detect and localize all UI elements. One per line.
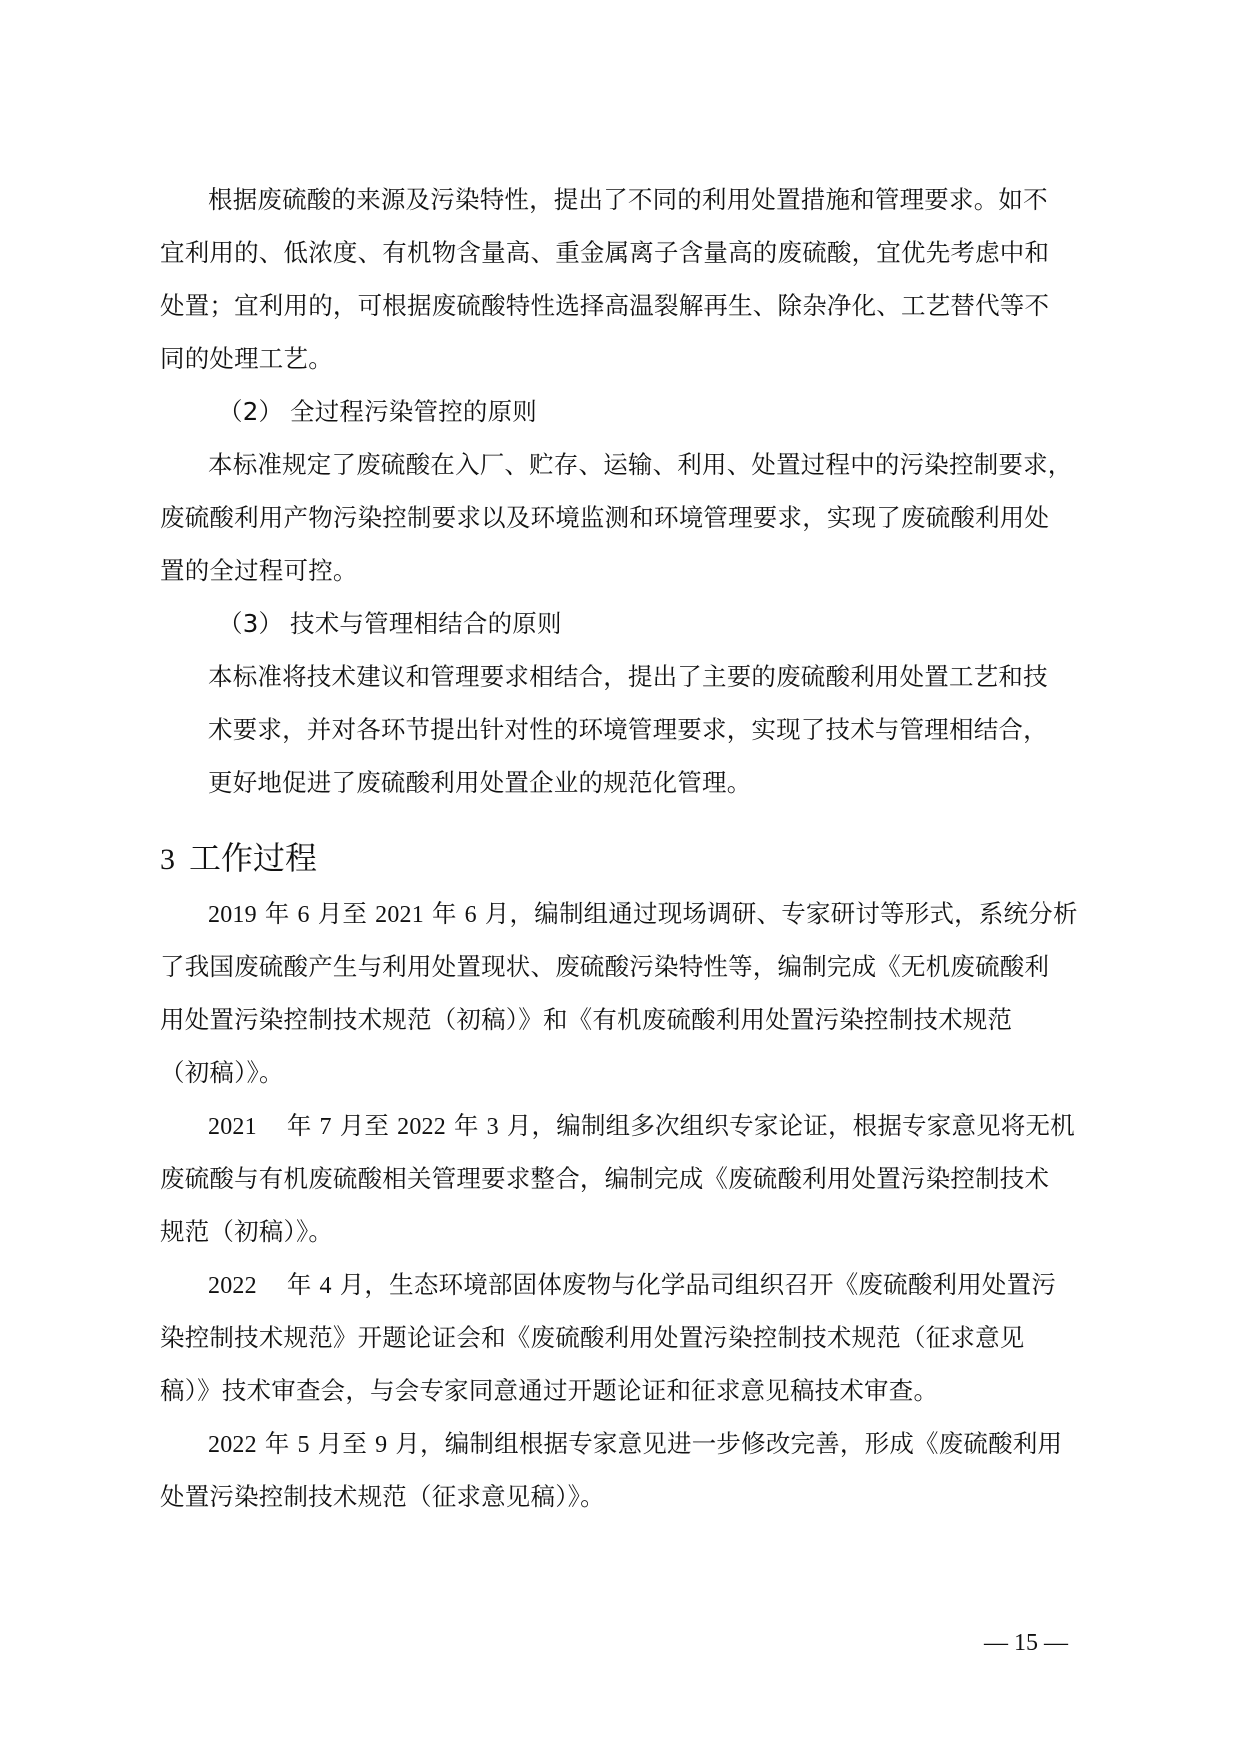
paragraph-line: 处置污染控制技术规范（征求意见稿）》。 (160, 1482, 605, 1511)
text-run: 月，编制组多次组织专家论证，根据专家意见将无机 (506, 1111, 1075, 1140)
paragraph-line: 稿）》技术审查会，与会专家同意通过开题论证和征求意见稿技术审查。 (160, 1376, 939, 1405)
item-number: （2） (218, 397, 284, 426)
paragraph-line: 处置；宜利用的，可根据废硫酸特性选择高温裂解再生、除杂净化、工艺替代等不 (160, 291, 1050, 320)
paragraph-line: 废硫酸利用产物污染控制要求以及环境监测和环境管理要求，实现了废硫酸利用处 (160, 503, 1050, 532)
paragraph-line: 本标准规定了废硫酸在入厂、贮存、运输、利用、处置过程中的污染控制要求， (208, 450, 1073, 479)
year-value: 2019 (208, 902, 257, 928)
month-value: 3 (486, 1114, 499, 1140)
text-run: 月至 (339, 1111, 390, 1140)
text-run: 月，编制组通过现场调研、专家研讨等形式，系统分析 (484, 899, 1078, 928)
text-run: 月至 (317, 1429, 368, 1458)
text-run: 月，生态环境部固体废物与化学品司组织召开《废硫酸利用处置污 (339, 1270, 1057, 1299)
text-run: 年 (453, 1111, 479, 1140)
month-value: 6 (297, 902, 310, 928)
section-title: 工作过程 (189, 839, 318, 877)
paragraph-line: 规范（初稿）》。 (160, 1217, 334, 1246)
item-heading-3 (218, 607, 562, 641)
paragraph-line: 术要求，并对各环节提出针对性的环境管理要求，实现了技术与管理相结合， (208, 715, 1048, 744)
text-run: 月至 (317, 899, 368, 928)
paragraph-first-line (208, 897, 1078, 932)
item-title: 全过程污染管控的原则 (290, 397, 537, 426)
year-value: 2022 (208, 1432, 257, 1458)
text-run: 月，编制组根据专家意见进一步修改完善，形成《废硫酸利用 (395, 1429, 1063, 1458)
section-heading (160, 838, 317, 880)
paragraph-first-line (208, 1427, 1062, 1462)
section-number: 3 (160, 843, 175, 876)
paragraph-line: 更好地促进了废硫酸利用处置企业的规范化管理。 (208, 768, 752, 797)
paragraph-line: 宜利用的、低浓度、有机物含量高、重金属离子含量高的废硫酸，宜优先考虑中和 (160, 238, 1050, 267)
text-run: 年 (264, 1429, 290, 1458)
text-run: 年 (264, 899, 290, 928)
paragraph-line: 同的处理工艺。 (160, 344, 333, 373)
item-heading-2 (218, 395, 537, 429)
text-run: 年 (286, 1270, 312, 1299)
text-run: 年 (286, 1111, 312, 1140)
year-value: 2022 (208, 1273, 257, 1299)
year-value: 2021 (375, 902, 424, 928)
paragraph-line: 废硫酸与有机废硫酸相关管理要求整合，编制完成《废硫酸利用处置污染控制技术 (160, 1164, 1050, 1193)
month-value: 4 (319, 1273, 332, 1299)
month-value: 9 (375, 1432, 388, 1458)
paragraph-line: 根据废硫酸的来源及污染特性，提出了不同的利用处置措施和管理要求。如不 (208, 185, 1048, 214)
month-value: 7 (319, 1114, 332, 1140)
paragraph-line: 染控制技术规范》开题论证会和《废硫酸利用处置污染控制技术规范（征求意见 (160, 1323, 1025, 1352)
paragraph-line: 了我国废硫酸产生与利用处置现状、废硫酸污染特性等，编制完成《无机废硫酸利 (160, 952, 1050, 981)
page-number: — 15 — (984, 1630, 1068, 1656)
year-value: 2022 (397, 1114, 446, 1140)
month-value: 5 (297, 1432, 310, 1458)
item-number: （3） (218, 609, 284, 638)
paragraph-line: 本标准将技术建议和管理要求相结合，提出了主要的废硫酸利用处置工艺和技 (208, 662, 1048, 691)
paragraph-first-line (208, 1109, 1075, 1144)
month-value: 6 (464, 902, 477, 928)
paragraph-line: 用处置污染控制技术规范（初稿）》和《有机废硫酸利用处置污染控制技术规范 (160, 1005, 1013, 1034)
year-value: 2021 (208, 1114, 257, 1140)
paragraph-line: 置的全过程可控。 (160, 556, 358, 585)
text-run: 年 (431, 899, 457, 928)
item-title: 技术与管理相结合的原则 (290, 609, 562, 638)
paragraph-line: （初稿）》。 (160, 1058, 284, 1087)
paragraph-first-line (208, 1268, 1056, 1303)
